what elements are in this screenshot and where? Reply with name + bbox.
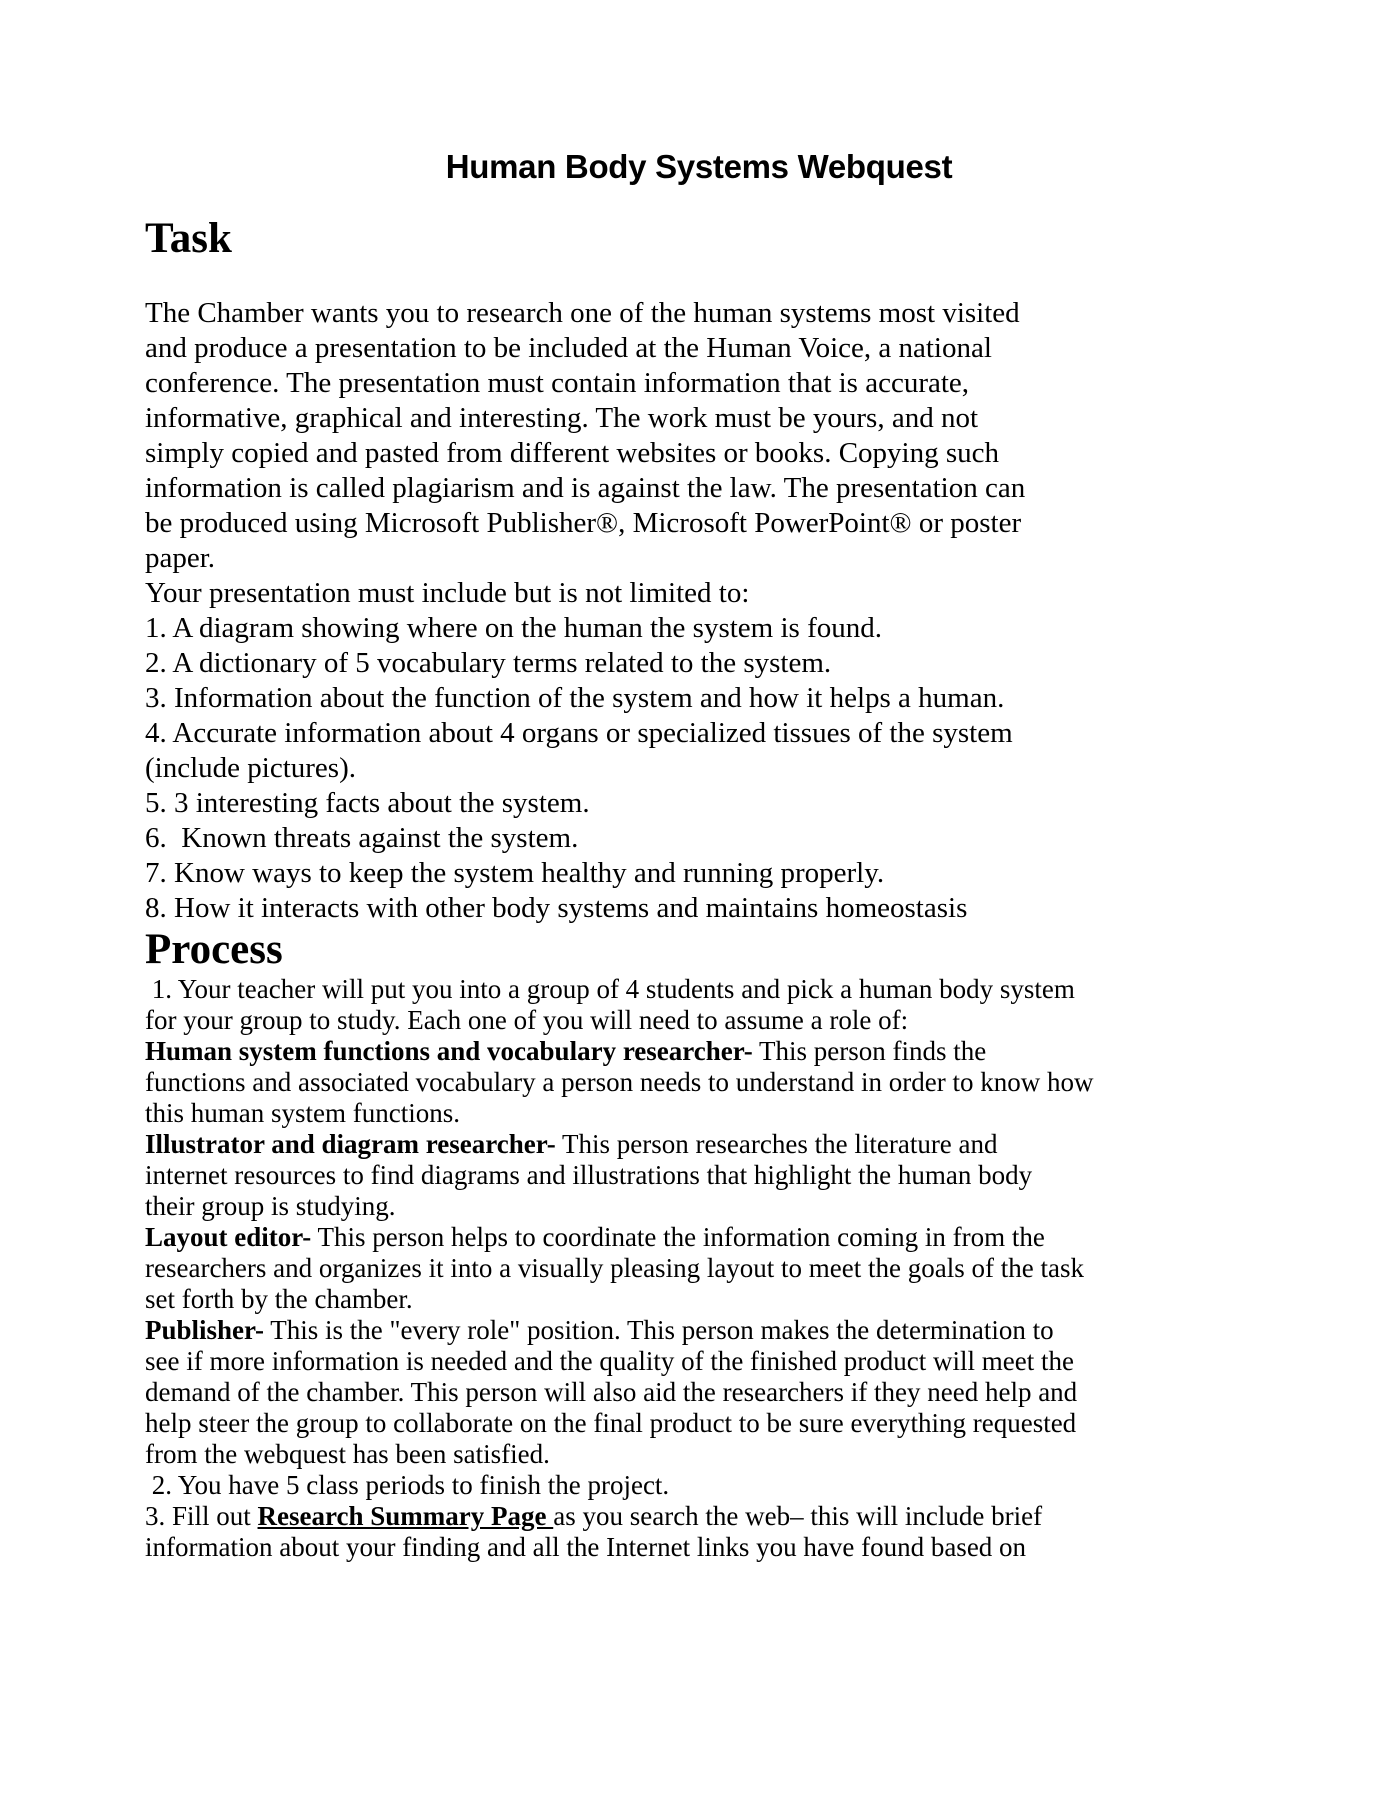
text-line [145,1036,1253,1067]
text-line [145,1470,1253,1501]
text-line [145,891,1253,926]
text-line [145,576,1253,611]
body-text: help steer the group to collaborate on the final product to be sure everything requested [145,1408,1077,1438]
body-text: This person researches the literature and [555,1129,998,1159]
text-line [145,1067,1253,1098]
text-line [145,1160,1253,1191]
body-text: This is the "every role" position. This person makes the determination to [264,1315,1054,1345]
body-text: 8. How it interacts with other body systems and maintains homeostasis [145,892,968,924]
body-text: paper. [145,542,216,574]
body-text: demand of the chamber. This person will also aid the researchers if they need help and [145,1377,1078,1407]
text-line [145,1346,1253,1377]
body-text: information about your finding and all the Internet links you have found based on [145,1532,1027,1562]
body-text: be produced using Microsoft Publisher®, Microsoft PowerPoint® or poster [145,507,1022,539]
body-text: informative, graphical and interesting. The work must be yours, and not [145,402,979,434]
text-line [145,1129,1253,1160]
text-line [145,974,1253,1005]
body-text: internet resources to find diagrams and illustrations that highlight the human body [145,1160,1033,1190]
bold-role-label: Human system functions and vocabulary researcher- [145,1036,753,1066]
text-line [145,646,1253,681]
text-line [145,611,1253,646]
text-line [145,1408,1253,1439]
text-line [145,1222,1253,1253]
body-text: and produce a presentation to be included at the Human Voice, a national [145,332,992,364]
text-line [145,436,1253,471]
process-body [145,974,1253,1563]
text-line [145,471,1253,506]
text-line [145,786,1253,821]
text-line [145,856,1253,891]
process-heading: Process [145,926,283,973]
text-line [145,506,1253,541]
text-line [145,366,1253,401]
text-line [145,1501,1253,1532]
body-text: see if more information is needed and the quality of the finished product will meet the [145,1346,1074,1376]
text-line [145,1315,1253,1346]
body-text: as you search the web– this will include brief [553,1501,1043,1531]
underlined-bold-text: Research Summary Page [257,1501,554,1531]
document-title: Human Body Systems Webquest [445,148,953,185]
body-text: 3. Fill out [145,1501,258,1531]
body-text: 3. Information about the function of the system and how it helps a human. [145,682,1005,714]
body-text: for your group to study. Each one of you will need to assume a role of: [145,1005,909,1035]
text-line [145,716,1253,751]
body-text: conference. The presentation must contain information that is accurate, [145,367,970,399]
text-line [145,1191,1253,1222]
text-line [145,751,1253,786]
task-heading: Task [145,215,232,262]
text-line [145,1005,1253,1036]
bold-role-label: Publisher- [145,1315,265,1345]
body-text: researchers and organizes it into a visually pleasing layout to meet the goals of the task [145,1253,1084,1283]
body-text: This person helps to coordinate the information coming in from the [311,1222,1045,1252]
text-line [145,1284,1253,1315]
body-text: 1. Your teacher will put you into a group of 4 students and pick a human body system [145,974,1075,1004]
body-text: this human system functions. [145,1098,460,1128]
process-section [145,926,1253,1563]
body-text: their group is studying. [145,1191,396,1221]
body-text: 6. Known threats against the system. [145,822,579,854]
text-line [145,821,1253,856]
body-text: information is called plagiarism and is against the law. The presentation can [145,472,1026,504]
body-text: set forth by the chamber. [145,1284,413,1314]
body-text: 2. You have 5 class periods to finish the project. [145,1470,670,1500]
text-line [145,401,1253,436]
text-line [145,1439,1253,1470]
body-text: 2. A dictionary of 5 vocabulary terms related to the system. [145,647,832,679]
body-text: This person finds the [752,1036,987,1066]
body-text: functions and associated vocabulary a person needs to understand in order to know how [145,1067,1094,1097]
body-text: 1. A diagram showing where on the human the system is found. [145,612,882,644]
body-text: Your presentation must include but is not limited to: [145,577,750,609]
text-line [145,681,1253,716]
body-text: 5. 3 interesting facts about the system. [145,787,590,819]
bold-role-label: Layout editor- [145,1222,312,1252]
body-text: (include pictures). [145,752,356,784]
task-body [145,296,1253,926]
text-line [145,296,1253,331]
text-line [145,1377,1253,1408]
text-line [145,331,1253,366]
text-line [145,541,1253,576]
body-text: simply copied and pasted from different websites or books. Copying such [145,437,1000,469]
body-text: 4. Accurate information about 4 organs or specialized tissues of the system [145,717,1013,749]
text-line [145,1253,1253,1284]
text-line [145,1098,1253,1129]
bold-role-label: Illustrator and diagram researcher- [145,1129,556,1159]
body-text: 7. Know ways to keep the system healthy and running properly. [145,857,885,889]
text-line [145,1532,1253,1563]
body-text: The Chamber wants you to research one of the human systems most visited [145,297,1020,329]
body-text: from the webquest has been satisfied. [145,1439,550,1469]
task-section [145,214,1253,926]
